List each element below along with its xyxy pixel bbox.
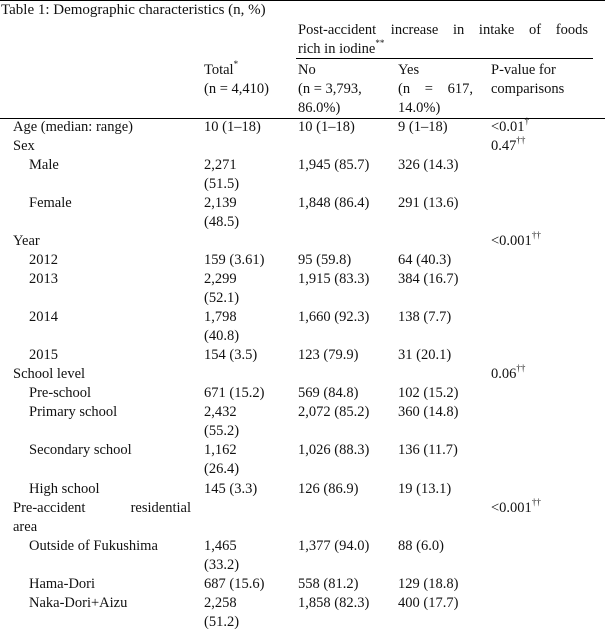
table-row — [0, 480, 611, 499]
yes-cell: 136 (11.7) — [398, 442, 458, 458]
total-cell: 1,162 — [204, 442, 237, 458]
total-cell: 1,465 — [204, 538, 237, 554]
total-cell-pct: (51.2) — [204, 614, 240, 630]
row-label: 2013 — [29, 271, 58, 287]
yes-cell: 31 (20.1) — [398, 347, 452, 363]
total-cell: 687 (15.6) — [204, 576, 265, 592]
p-value-cell: <0.01† — [491, 116, 530, 135]
total-cell: 1,798 — [204, 309, 237, 325]
table-row — [0, 537, 611, 573]
table-row — [0, 497, 611, 535]
total-cell: 2,432 — [204, 404, 237, 420]
yes-cell: 64 (40.3) — [398, 252, 452, 268]
row-label: Outside of Fukushima — [29, 538, 158, 554]
row-label: Age (median: range) — [13, 119, 133, 135]
table-row — [0, 137, 611, 156]
table-row — [0, 403, 611, 439]
no-cell: 569 (84.8) — [298, 385, 359, 401]
no-cell: 2,072 (85.2) — [298, 404, 370, 420]
row-label: Hama-Dori — [29, 576, 96, 592]
yes-cell: 384 (16.7) — [398, 271, 459, 287]
yes-cell: 19 (13.1) — [398, 481, 452, 497]
group-header-rule — [296, 58, 593, 59]
no-cell: 123 (79.9) — [298, 347, 359, 363]
table-row — [0, 232, 611, 251]
no-cell: 1,848 (86.4) — [298, 195, 370, 211]
row-label: 2014 — [29, 309, 58, 325]
table-row — [0, 365, 611, 384]
no-cell: 1,858 (82.3) — [298, 595, 370, 611]
total-cell: 2,139 — [204, 195, 237, 211]
row-label: Primary school — [29, 404, 118, 420]
row-label: Naka-Dori+Aizu — [29, 595, 128, 611]
row-label: 2012 — [29, 252, 58, 268]
yes-cell: 291 (13.6) — [398, 195, 459, 211]
row-label: Pre-school — [29, 385, 92, 401]
no-header: No — [298, 62, 316, 78]
yes-cell: 138 (7.7) — [398, 309, 452, 325]
p-header-line2: comparisons — [491, 81, 565, 97]
row-label: 2015 — [29, 347, 58, 363]
row-label: Sex — [13, 138, 35, 154]
row-label: School level — [13, 366, 86, 382]
yes-n-line1: (n = 617, — [398, 81, 473, 97]
p-value-cell: 0.06†† — [491, 363, 526, 382]
yes-cell: 400 (17.7) — [398, 595, 459, 611]
yes-cell: 129 (18.8) — [398, 576, 459, 592]
table-row — [0, 251, 611, 270]
total-header: Total* — [204, 59, 239, 78]
group-header-line1: Post-accident increase in intake of foods — [298, 22, 588, 38]
table-row — [0, 156, 611, 192]
total-cell-pct: (51.5) — [204, 176, 240, 192]
total-cell-pct: (52.1) — [204, 290, 240, 306]
total-cell-pct: (55.2) — [204, 423, 240, 439]
yes-cell: 360 (14.8) — [398, 404, 459, 420]
group-header-line2: rich in iodine** — [298, 38, 385, 57]
total-n: (n = 4,410) — [204, 81, 269, 97]
table-row — [0, 384, 611, 403]
total-cell: 154 (3.5) — [204, 347, 258, 363]
yes-cell: 102 (15.2) — [398, 385, 459, 401]
table-row — [0, 308, 611, 344]
total-cell: 159 (3.61) — [204, 252, 265, 268]
row-label: Female — [29, 195, 72, 211]
table-row — [0, 270, 611, 306]
no-cell: 1,377 (94.0) — [298, 538, 370, 554]
table-row — [0, 194, 611, 230]
no-cell: 1,945 (85.7) — [298, 157, 370, 173]
total-cell-pct: (48.5) — [204, 214, 240, 230]
total-cell: 2,271 — [204, 157, 237, 173]
yes-header: Yes — [398, 62, 420, 78]
total-cell-pct: (26.4) — [204, 461, 240, 477]
row-label: Pre-accident residential — [13, 500, 191, 516]
no-cell: 95 (59.8) — [298, 252, 352, 268]
total-cell-pct: (40.8) — [204, 328, 240, 344]
yes-cell: 88 (6.0) — [398, 538, 444, 554]
no-cell: 10 (1–18) — [298, 119, 355, 135]
no-n-line1: (n = 3,793, — [298, 81, 362, 97]
yes-cell: 326 (14.3) — [398, 157, 459, 173]
row-label: Secondary school — [29, 442, 132, 458]
total-cell: 2,258 — [204, 595, 237, 611]
table-row — [0, 441, 611, 477]
no-cell: 126 (86.9) — [298, 481, 359, 497]
no-cell: 1,915 (83.3) — [298, 271, 370, 287]
no-cell: 558 (81.2) — [298, 576, 359, 592]
p-value-cell: <0.001†† — [491, 230, 541, 249]
no-cell: 1,026 (88.3) — [298, 442, 370, 458]
total-cell: 10 (1–18) — [204, 119, 261, 135]
p-header-line1: P-value for — [491, 62, 556, 78]
total-cell-pct: (33.2) — [204, 557, 240, 573]
table-row — [0, 575, 611, 594]
p-value-cell: 0.47†† — [491, 135, 526, 154]
total-cell: 2,299 — [204, 271, 237, 287]
row-label: Year — [13, 233, 40, 249]
table-caption: Table 1: Demographic characteristics (n, %) — [1, 2, 266, 18]
p-value-cell: <0.001†† — [491, 497, 541, 516]
yes-n-line2: 14.0%) — [398, 100, 441, 116]
row-label: High school — [29, 481, 100, 497]
row-label: Male — [29, 157, 59, 173]
yes-cell: 9 (1–18) — [398, 119, 448, 135]
row-label-line2: area — [13, 519, 38, 535]
total-cell: 145 (3.3) — [204, 481, 258, 497]
total-cell: 671 (15.2) — [204, 385, 265, 401]
table-row — [0, 594, 611, 630]
no-n-line2: 86.0%) — [298, 100, 341, 116]
no-cell: 1,660 (92.3) — [298, 309, 370, 325]
